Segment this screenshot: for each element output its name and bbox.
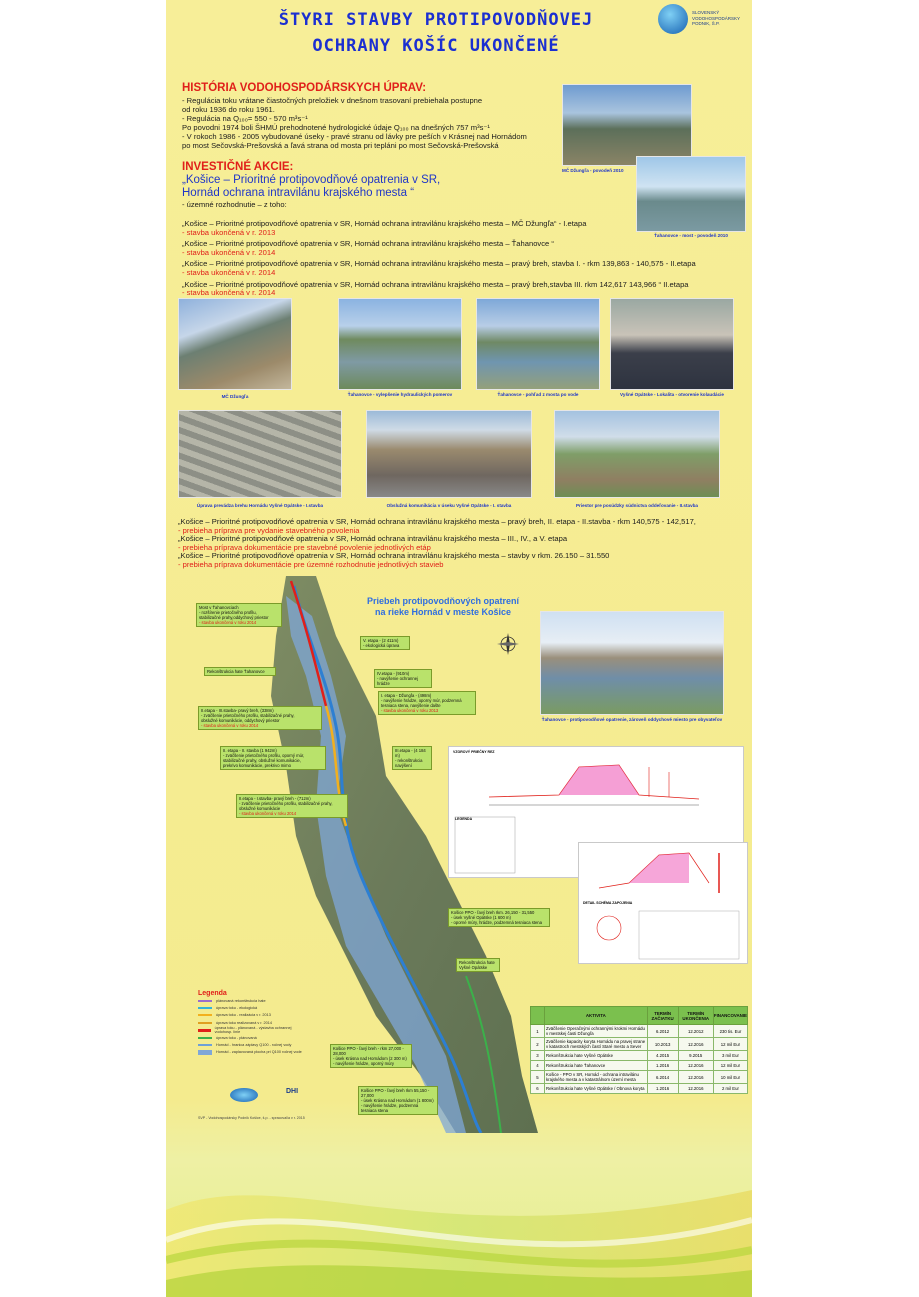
callout-status: - stavba ukončená v roku 2013 [381, 708, 439, 713]
callout-most-tahanovce [196, 603, 282, 627]
project-text: „Košice – Prioritné protipovodňové opatrenia v SR, Hornád ochrana intravilánu krajského mesta – pravý breh,stavba III. rkm 142,617 143,966 “ II.etapa [182, 279, 689, 289]
callout-text: Košice PPO - ľavý breh rkm. 26,150 - 31,550 - úsek Vyšné Opátske (1 600 m) - oporné múry, hrádze, podzemná tesniaca stena [451, 910, 542, 925]
caption-row1: MČ Džungľa [221, 394, 249, 399]
table-row: 3 Rekonštrukcia hate Vyšné Opátske 4.2015 9.2015 3 mil Eur [531, 1051, 748, 1061]
callout-etapa-2-3 [198, 706, 322, 730]
drawing-detail-title: DETAIL SCHÉMA ZAPOJENIA [583, 901, 633, 905]
col-header: FINANCOVANIE [713, 1007, 747, 1025]
callout-text: Most v Ťahanovciach - rozšírenie prietočného profilu, stabilizačné prahy,oddychový priestor [199, 605, 269, 620]
legend-row: Hornád - hranica záplavy Q100 - ročnej vody [198, 1041, 308, 1048]
callout-hat-vysne-opatske [456, 958, 500, 972]
compass-icon [496, 632, 520, 656]
callout-text: Rekonštrukcia hate Vyšné Opátske [459, 960, 495, 970]
col-header: AKTIVITA [545, 1007, 648, 1025]
logo-line2: VODOHOSPODÁRSKY [692, 15, 741, 21]
photo-tahanovce-1 [338, 298, 462, 390]
caption-row1: Ťahanovce - pohľad z mosta po vode [497, 392, 579, 397]
legend-row: Hornád - zaplavovaná plocha pri Q100 ročnej vode [198, 1049, 308, 1056]
photo-service-road [366, 410, 532, 498]
photo-bank-paving [178, 410, 342, 498]
table-row: 4 Rekonštrukcia hate Ťahanovce 1.2016 12.2016 12 mil Eur [531, 1061, 748, 1071]
callout-text: Rekonštrukcia hate Ťahanovce [207, 669, 265, 674]
callout-status: - stavba ukončená v roku 2014 [201, 723, 259, 728]
legend-row: úprava toku realizovaná v r. 2014 [198, 1019, 308, 1026]
project-status: - stavba ukončená v r. 2014 [182, 288, 276, 298]
program-sub: - územné rozhodnutie – z toho: [182, 200, 287, 209]
project-status: - stavba ukončená v r. 2013 [182, 227, 276, 237]
svp-logo [658, 4, 748, 38]
map-legend [198, 990, 308, 1056]
projects-list-2 [178, 518, 750, 570]
investment-heading: INVESTIČNÉ AKCIE: [182, 161, 294, 173]
svp-logo-icon [658, 4, 688, 34]
callout-text: V. etapa - (2 411m) - ekologická úprava [363, 638, 400, 648]
program-line: „Košice – Prioritné protipovodňové opatrenia v SR, [182, 174, 441, 186]
project-status: - prebieha príprava pre vydanie stavebného povolenia [178, 525, 360, 535]
poster-title-line1: ŠTYRI STAVBY PROTIPOVODŇOVEJ [278, 10, 594, 30]
col-header: TERMÍN UKONČENIA [678, 1007, 713, 1025]
history-heading: HISTÓRIA VODOHOSPODÁRSKYCH ÚPRAV: [182, 82, 427, 94]
callout-status: - stavba ukončená v roku 2014 [239, 811, 297, 816]
photo-tahanovce-2 [476, 298, 600, 390]
legend-row: úprava toku - realizácia v r. 2013 [198, 1012, 308, 1019]
project-text: „Košice – Prioritné protipovodňové opatrenia v SR, Hornád ochrana intravilánu krajského mesta – pravý breh, II. etapa - II.stavba - rkm 140,575 - 142,517, [178, 517, 696, 526]
project-status: - stavba ukončená v r. 2014 [182, 247, 276, 257]
caption-flood: MČ Džungľa - povodeň 2010 [562, 168, 624, 173]
history-text [182, 96, 562, 150]
callout-vysne-opatske [448, 908, 550, 927]
caption-tahanovce: Ťahanovce - protipovodňové opatrenie, zároveň oddychové miesto pre obyvateľov [541, 717, 723, 722]
history-line: Po povodni 1974 boli ŠHMÚ prehodnotené hydrologické údaje Q₁₀₀ na dnešných 757 m³s⁻¹ [182, 123, 490, 132]
map-title [348, 596, 538, 618]
callout-etapa-1 [378, 691, 476, 715]
project-text: „Košice – Prioritné protipovodňové opatrenia v SR, Hornád ochrana intravilánu krajského mesta – pravý breh, stavba I. - rkm 139,863 - 140,575 - II.etapa [182, 259, 696, 269]
history-line: - Regulácia na Q₁₀₀= 550 - 570 m³s⁻¹ [182, 114, 308, 123]
map-title-line: Priebeh protipovodňových opatrení [366, 596, 519, 606]
callout-text: Košice PPO - ľavý breh rkm 55,150 - 27,000 - úsek Krásna nad Hornádom (1 800m) - navýšenie hrádze, podzemná tesniaca stena [361, 1088, 434, 1113]
detail-drawing [578, 842, 748, 964]
drawing-title: VZOROVÝ PRIEČNY REZ [453, 750, 495, 754]
legend-row: plánovaná rekonštrukcia hate [198, 997, 308, 1004]
callout-etapa-3 [392, 746, 432, 770]
drawing-legend-title: LEGENDA [455, 817, 473, 821]
photo-dzungla-flood [562, 84, 692, 166]
legend-row: úprava toku - plánovaná [198, 1034, 308, 1041]
history-line: po most Sečovská-Prešovská a ľavá strana od mosta pri tepláni po most Sečovská-Prešovská [182, 141, 499, 150]
table-row: 1 Zväčšenie Operačnými ochrannými krokmi Hornádu v mestskej časti Džungľa 6.2012 12.2012 230 tis. Eur [531, 1025, 748, 1038]
history-line: - Regulácia toku vrátane čiastočných preložiek v dnešnom trasovaní prebiehala postupne [182, 96, 483, 105]
photo-tahanovce-rest [540, 611, 724, 715]
callout-text: II.etapa - I.stavba- pravý breh - (712m) - zväčšenie prietočného profilu, stabilizačné prahy, obslužné komunikácie [239, 796, 333, 811]
col-header: TERMÍN ZAČIATKU [647, 1007, 678, 1025]
project-status: - prebieha príprava dokumentácie pre územné rozhodnutie jednotlivých stavieb [178, 559, 444, 569]
caption-row2: Obslužná komunikácia v úseku Vyšné Opátske - I. stavba [386, 503, 512, 508]
legend-row: úprava toku - plánovaná - výstavba ochrannej vodohosp. línie [198, 1027, 308, 1034]
table-row: 5 Košice - PPO v SR, Hornád - ochrana intravilánu krajského mesta a v katastrálnom území mesta 6.2014 12.2016 10 mil Eur [531, 1071, 748, 1084]
project-status: - prebieha príprava dokumentácie pre stavebné povolenie jednotlivých etáp [178, 542, 431, 552]
callout-text: II.etapa - III.stavba- pravý breh, (338m) - zväčšenie prietočného profilu, stabilizačné prahy, obslužné komunikácie, oddychový priestor [201, 708, 295, 723]
legend-title: Legenda [198, 990, 227, 997]
project-text: „Košice – Prioritné protipovodňové opatrenia v SR, Hornád ochrana intravilánu krajského mesta – MČ Džungľa“ - I.etapa [182, 219, 587, 228]
callout-text: Košice PPO - ľavý breh - rkm 27,000 - 28,000 - úsek Krásna nad Hornádom (2 300 m) - navýšenie hrádze, oporný múry [333, 1046, 407, 1066]
schedule-header-row [531, 1007, 748, 1025]
project-text: „Košice – Prioritné protipovodňové opatrenia v SR, Hornád ochrana intravilánu krajského mesta – Ťahanovce “ [182, 239, 554, 249]
photo-opening [610, 298, 734, 390]
callout-etapa-2-1 [236, 794, 348, 818]
caption-row2: Úprava prevádza brehu Hornádu Vyšné Opátske - I.stavba [196, 503, 324, 508]
photo-rest-area [554, 410, 720, 498]
caption-row2: Priestor pre posúdzky súdnictva oddeľovanie - II.stavba [575, 503, 698, 508]
projects-list [182, 220, 750, 298]
callout-text: I. etapa - Džungľa - (498m) - navýšenie hrádze, oporný múr, podzemná tesniaca stena, navýšenie dašte [381, 693, 462, 708]
schedule-table [530, 1006, 748, 1094]
callout-text: II. etapa - II. stavba (1 942m) - zväčšenie prietočného profilu, oporný múr, stabilizačné prahy, obslužné komunikácie, prekrivo komunikácie, prekrivo mimo [223, 748, 305, 768]
legend-row: úprava toku - ekologická [198, 1004, 308, 1011]
callout-text: III.etapa - (4 184 m) - rekonštrukcia navýšení [395, 748, 426, 768]
caption-bridge: Ťahanovce - most - povodeň 2010 [654, 233, 728, 238]
callout-hat-tahanovce [204, 667, 276, 676]
table-row: 2 Zväčšenie kapacity koryta Hornádu na pravej strane v katastroch mestských častí Staré mesto a Sever 10.2013 12.2016 12 mil Eur [531, 1038, 748, 1051]
caption-row1: Vyšné Opátske - Lokalita - otvorenie kolaudácie [620, 392, 724, 397]
project-text: „Košice – Prioritné protipovodňové opatrenia v SR, Hornád ochrana intravilánu krajského mesta – III., IV., a V. etapa [178, 534, 568, 544]
logo-line3: PODNIK, Š.P. [692, 21, 720, 26]
poster [166, 0, 752, 1297]
poster-title-line2: OCHRANY KOŠÍC UKONČENÉ [312, 36, 560, 56]
callout-text: IV.etapa - (910m) - navýšenie ochrannej hrádze [377, 671, 418, 686]
map-footer: SVP - Vodohospodársky Podnik Košice, š.p. - spracoval/a v r. 2015 [198, 1116, 305, 1120]
table-row: 6 Rekonštrukcia hate Vyšné Opátske / Obnova koryta 1.2016 12.2016 2 mil Eur [531, 1084, 748, 1094]
dhi-logo: DHI [286, 1088, 299, 1095]
map-title-line: na rieke Hornád v meste Košice [374, 607, 512, 617]
logo-line1: SLOVENSKÝ [692, 10, 720, 15]
callout-etapa-2-2 [220, 746, 326, 770]
callout-krasna-2 [358, 1086, 438, 1115]
project-text: „Košice – Prioritné protipovodňové opatrenia v SR, Hornád ochrana intravilánu krajského mesta – stavby v rkm. 26.150 – 31.550 [178, 551, 610, 561]
callout-etapa-4 [374, 669, 432, 688]
caption-row1: Ťahanovce - vylepšenie hydraulických pomerov [347, 392, 453, 397]
photo-dzungla [178, 298, 292, 390]
decorative-swirl [166, 1120, 752, 1297]
callout-etapa-5 [360, 636, 410, 650]
history-line: od roku 1936 do roku 1961. [182, 105, 275, 114]
program-line: Hornád ochrana intravilánu krajského mesta “ [182, 187, 415, 199]
history-line: - V rokoch 1986 - 2005 vybudované úseky - pravé stranu od lávky pre peších v Krásnej nad Hornádom [182, 132, 527, 141]
svp-map-logo-icon [230, 1088, 258, 1102]
callout-status: - stavba ukončená v roku 2014 [199, 620, 257, 625]
project-status: - stavba ukončená v r. 2014 [182, 267, 276, 277]
callout-krasna-1 [330, 1044, 412, 1068]
program-title [182, 174, 482, 200]
